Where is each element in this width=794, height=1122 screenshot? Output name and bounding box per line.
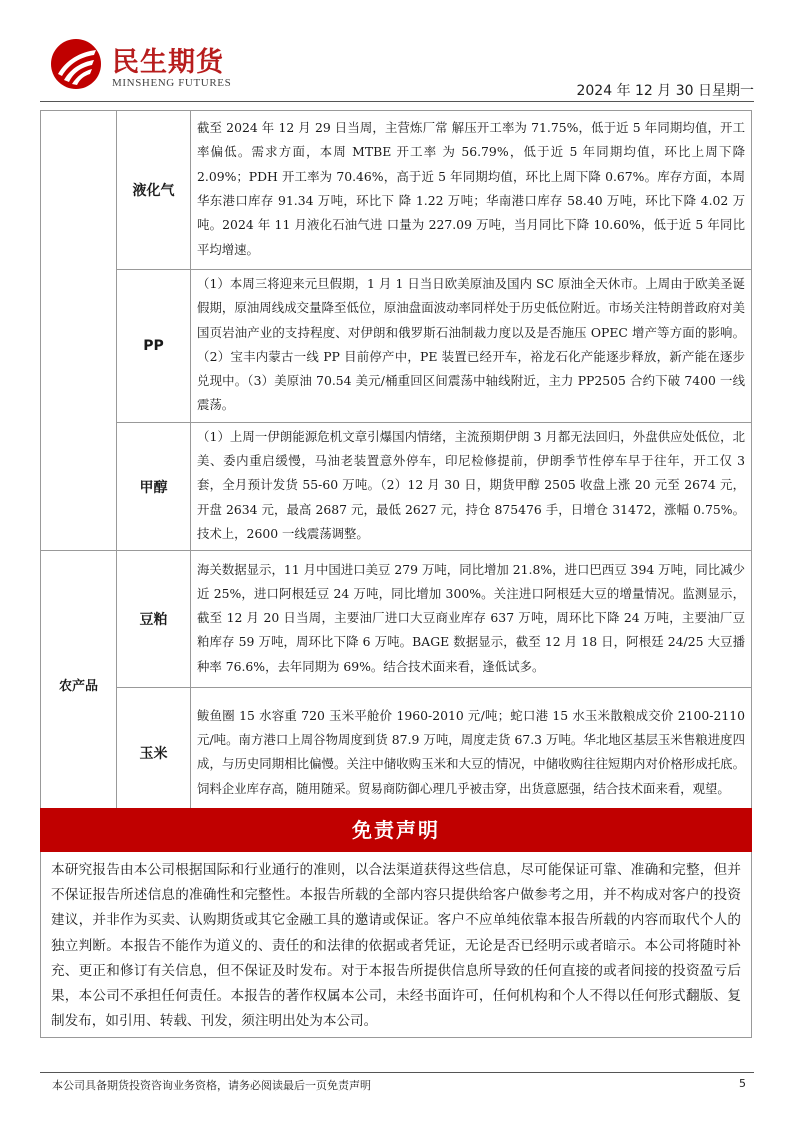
- product-analysis: 截至 2024 年 12 月 29 日当周，主营炼厂常 解压开工率为 71.75%，低于近 5 年同期均值，开工率偏低。需求方面，本周 MTBE 开工率 为 56.79%，低于近 5 年同期均值，环比上周下降 2.09%；PDH 开工率为 70.46%，高于近 5 年同期均值，环比上周下降 0.67%。库存方面，本周华东港口库存 91.34 万吨，环比下 降 1.22 万吨；华南港口库存 58.40 万吨，环比下降 4.02 万吨。2024 年 11 月液化石油气进 口量为 227.09 万吨，当月同比下降 10.60%，低于近 5 年同比平均增速。: [191, 111, 752, 270]
- product-name: 豆粕: [117, 551, 191, 688]
- footer-divider: [40, 1072, 754, 1073]
- company-name-en: MINSHENG FUTURES: [112, 77, 232, 89]
- category-label: 农产品: [41, 551, 117, 819]
- header-divider: [40, 101, 754, 102]
- product-name: PP: [117, 270, 191, 423]
- product-analysis: （1）本周三将迎来元旦假期，1 月 1 日当日欧美原油及国内 SC 原油全天休市。上周由于欧美圣诞假期，原油周线成交量降至低位，原油盘面波动率同样处于历史低位附近。市场关注特朗普政府对美国页岩油产业的支持程度、对伊朗和俄罗斯石油制裁力度以及是否施压 OPEC 增产等方面的影响。（2）宝丰内蒙古一线 PP 目前停产中，PE 装置已经开车，裕龙石化产能逐步释放，新产能在逐步兑现中。（3）美原油 70.54 美元/桶重回区间震荡中轴线附近，主力 PP2505 合约下破 7400 一线震荡。: [191, 270, 752, 423]
- disclaimer-body: 本研究报告由本公司根据国际和行业通行的准则，以合法渠道获得这些信息，尽可能保证可靠、准确和完整，但并不保证报告所述信息的准确性和完整性。本报告所载的全部内容只提供给客户做参考之用，并不构成对客户的投资建议，并非作为买卖、认购期货或其它金融工具的邀请或保证。客户不应单纯依靠本报告所载的内容而取代个人的独立判断。本报告不能作为道义的、责任的和法律的依据或者凭证，无论是否已经明示或者暗示。本公司将随时补充、更正和修订有关信息，但不保证及时发布。对于本报告所提供信息所导致的任何直接的或者间接的投资盈亏后果，本公司不承担任何责任。本报告的著作权属本公司，未经书面许可，任何机构和个人不得以任何形式翻版、复制发布，如引用、转载、刊发，须注明出处为本公司。: [40, 852, 752, 1038]
- product-analysis: 海关数据显示，11 月中国进口美豆 279 万吨，同比增加 21.8%，进口巴西豆 394 万吨，同比减少近 25%，进口阿根廷豆 24 万吨，同比增加 300%。关注进口阿根廷大豆的增量情况。监测显示，截至 12 月 20 日当周，主要油厂进口大豆商业库存 637 万吨，周环比下降 24 万吨，主要油厂豆粕库存 59 万吨，周环比下降 6 万吨。BAGE 数据显示，截至 12 月 18 日，阿根廷 24/25 大豆播种率 76.6%，去年同期为 69%。结合技术面来看，逢低试多。: [191, 551, 752, 688]
- table-row: [41, 270, 752, 423]
- product-analysis: （1）上周一伊朗能源危机文章引爆国内情绪，主流预期伊朗 3 月都无法回归，外盘供应处低位，北美、委内重启缓慢，马油老装置意外停车，印尼检修提前，伊朗季节性停车早于往年，开工仅 3 套，全月预计发货 55-60 万吨。（2）12 月 30 日，期货甲醇 2505 收盘上涨 20 元至 2674 元，开盘 2634 元，最高 2687 元，最低 2627 元，持仓 875476 手，日增仓 31472，涨幅 0.75%。技术上，2600 一线震荡调整。: [191, 422, 752, 550]
- page-header: [40, 36, 754, 100]
- footer-note: 本公司具备期货投资咨询业务资格，请务必阅读最后一页免责声明: [52, 1079, 371, 1092]
- report-date: 2024 年 12 月 30 日星期一: [576, 83, 754, 99]
- table-row: [41, 688, 752, 819]
- table-row: [41, 551, 752, 688]
- table-row: [41, 422, 752, 550]
- commodity-table: [40, 110, 752, 819]
- disclaimer-title: 免责声明: [40, 808, 752, 852]
- page-number: 5: [739, 1077, 746, 1090]
- product-name: 液化气: [117, 111, 191, 270]
- company-name-cn: 民生期货: [112, 47, 224, 78]
- table-row: [41, 111, 752, 270]
- minsheng-logo-icon: [50, 38, 102, 90]
- product-name: 玉米: [117, 688, 191, 819]
- category-cell: [41, 111, 117, 551]
- product-analysis: 鲅鱼圈 15 水容重 720 玉米平舱价 1960-2010 元/吨；蛇口港 15 水玉米散粮成交价 2100-2110 元/吨。南方港口上周谷物周度到货 87.9 万吨，周度走货 67.3 万吨。华北地区基层玉米售粮进度四成，与历史同期相比偏慢。关注中储收购玉米和大豆的情况，中储收购往往短期内对价格形成托底。饲料企业库存高，随用随采。贸易商防御心理几乎被击穿，出货意愿强，结合技术面来看，观望。: [191, 688, 752, 819]
- product-name: 甲醇: [117, 422, 191, 550]
